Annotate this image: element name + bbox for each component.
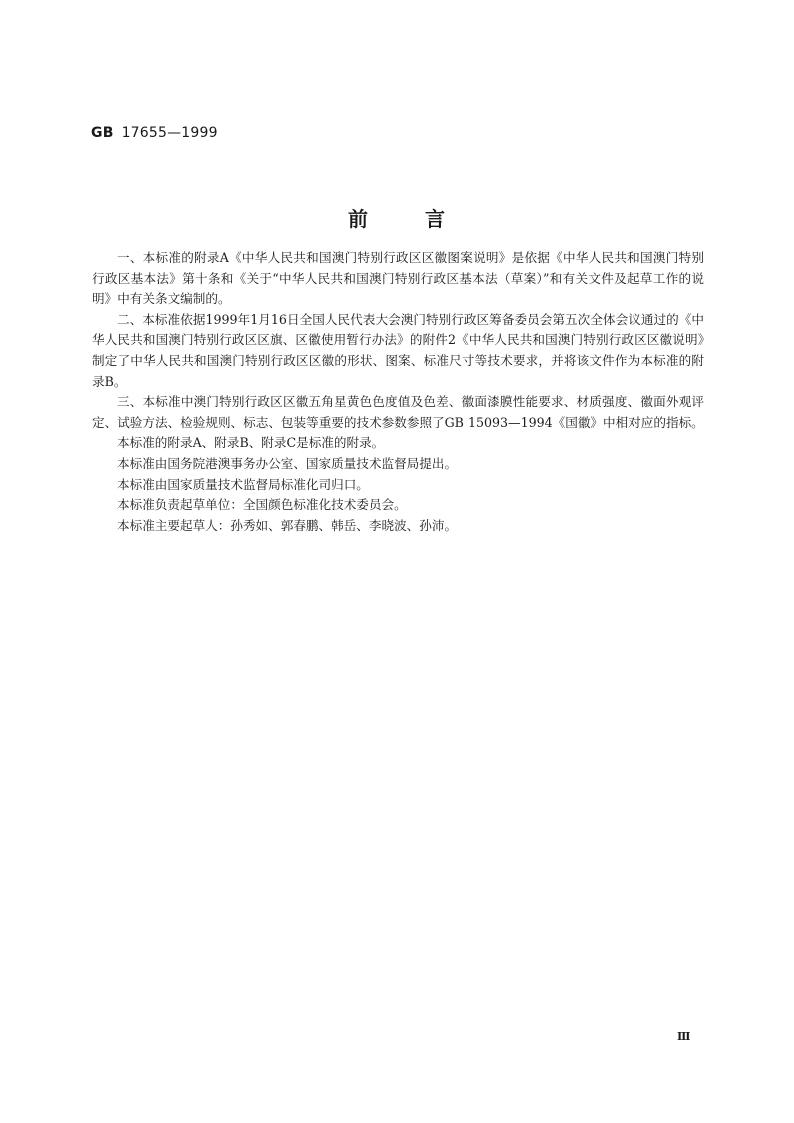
paragraph-6: 本标准由国家质量技术监督局标准化司归口。 (117, 476, 369, 492)
title-char-1: 前 (348, 207, 369, 231)
standard-prefix: GB (91, 125, 114, 141)
paragraph-2: 二、本标准依据1999年1月16日全国人民代表大会澳门特别行政区筹备委员会第五次全体会议通过的《中华人民共和国澳门特别行政区区旗、区徽使用暂行办法》的附件2《中华人民共和国澳门特别行政区区徽说明》制定了中华人民共和国澳门特别行政区区徽的形状、图案、标准尺寸等技术要求，并将该文件作为本标准的附录B。 (92, 311, 704, 389)
paragraph-7: 本标准负责起草单位：全国颜色标准化技术委员会。 (117, 497, 407, 513)
paragraph-3: 三、本标准中澳门特别行政区区徽五角星黄色色度值及色差、徽面漆膜性能要求、材质强度、徽面外观评定、试验方法、检验规则、标志、包装等重要的技术参数参照了GB 15093—1994《国徽》中相对应的指标。 (92, 394, 704, 430)
paragraph-5: 本标准由国务院港澳事务办公室、国家质量技术监督局提出。 (117, 455, 458, 471)
page-title (0, 203, 794, 232)
paragraph-8: 本标准主要起草人：孙秀如、郭春鹏、韩岳、李晓波、孙沛。 (117, 517, 458, 533)
standard-number-header (91, 125, 218, 141)
standard-number: 17655—1999 (121, 125, 218, 141)
paragraph-1: 一、本标准的附录A《中华人民共和国澳门特别行政区区徽图案说明》是依据《中华人民共和国澳门特别行政区基本法》第十条和《关于“中华人民共和国澳门特别行政区基本法（草案）”和有关文件及起草工作的说明》中有关条文编制的。 (92, 250, 704, 307)
page-number: Ⅲ (677, 1030, 691, 1043)
paragraph-4: 本标准的附录A、附录B、附录C是标准的附录。 (117, 435, 385, 451)
foreword-body (92, 248, 704, 536)
title-char-2: 言 (425, 207, 446, 231)
